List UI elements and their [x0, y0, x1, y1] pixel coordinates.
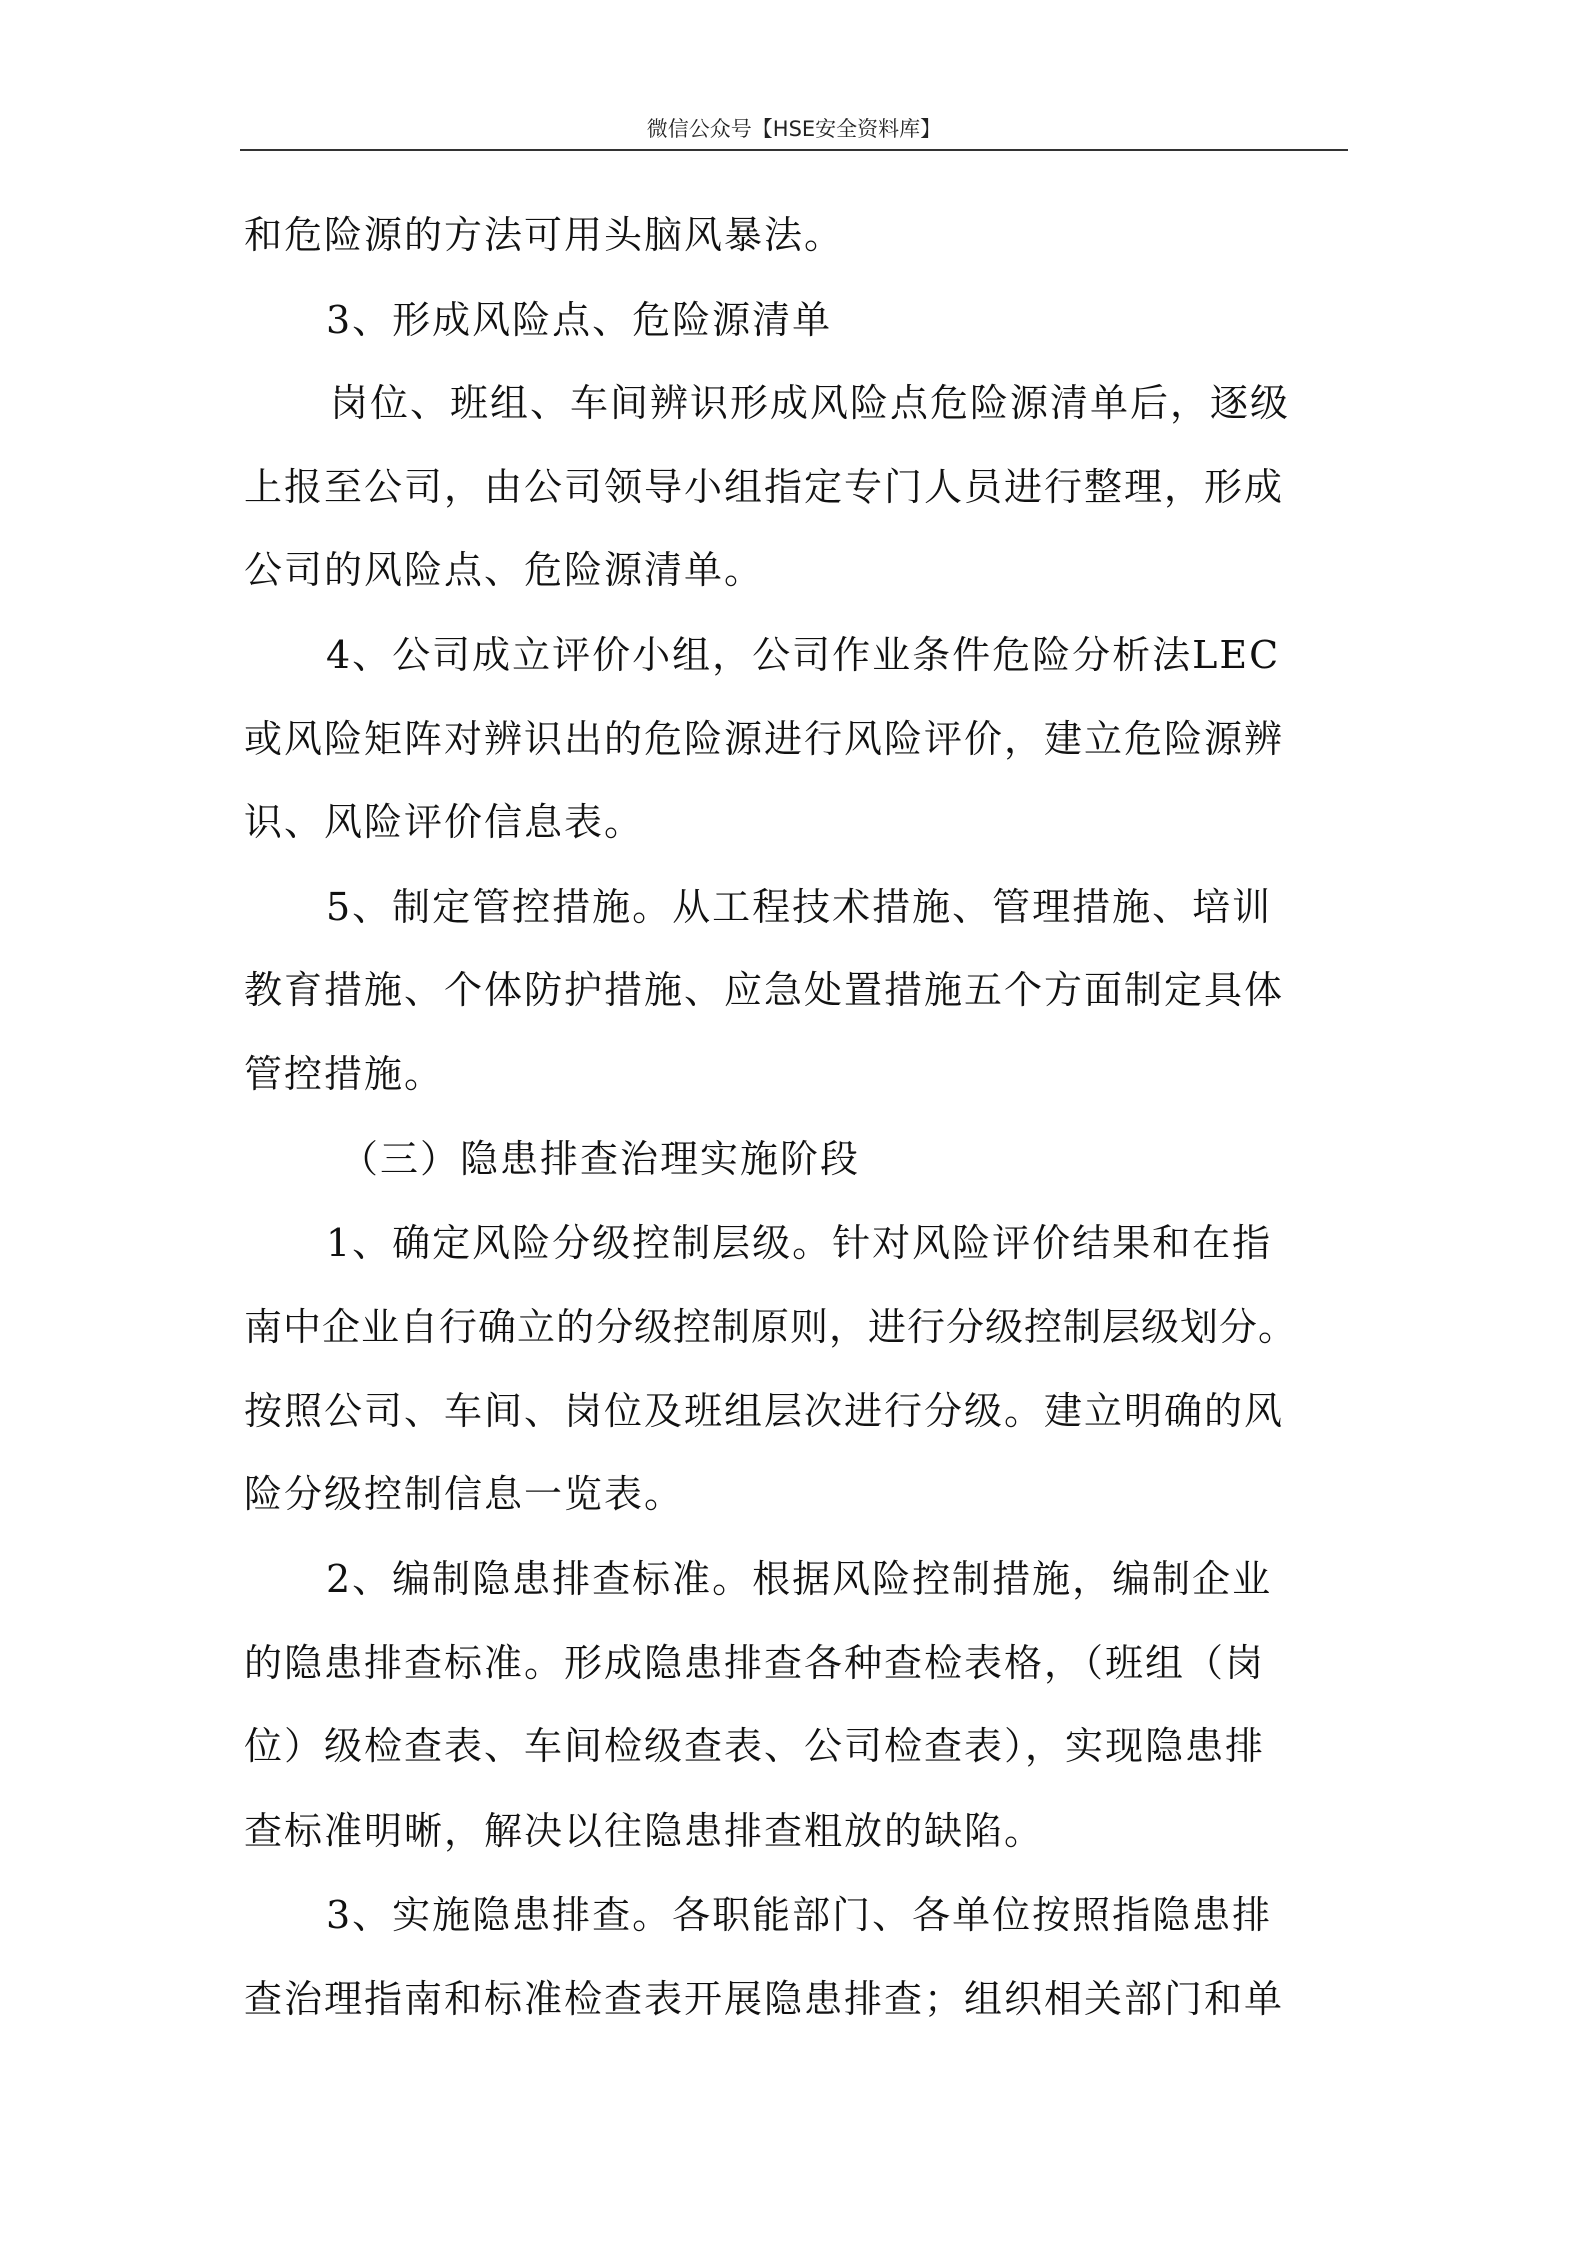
- section-heading: （三）隐患排查治理实施阶段: [340, 1137, 861, 1181]
- body-line: 5、制定管控措施。从工程技术措施、管理措施、培训: [326, 885, 1273, 929]
- body-line: 的隐患排查标准。形成隐患排查各种查检表格，（班组（岗: [244, 1641, 1266, 1685]
- body-line: 位）级检查表、车间检级查表、公司检查表），实现隐患排: [244, 1724, 1266, 1768]
- body-line: 1、确定风险分级控制层级。针对风险评价结果和在指: [326, 1221, 1273, 1265]
- body-line: 2、编制隐患排查标准。根据风险控制措施，编制企业: [326, 1557, 1273, 1601]
- body-line: 管控措施。: [244, 1052, 445, 1096]
- body-line: 险分级控制信息一览表。: [244, 1472, 685, 1516]
- body-line: 岗位、班组、车间辨识形成风险点危险源清单后，逐级: [330, 381, 1291, 425]
- body-line: 查标准明晰，解决以往隐患排查粗放的缺陷。: [244, 1809, 1045, 1853]
- body-line: 查治理指南和标准检查表开展隐患排查；组织相关部门和单: [244, 1977, 1285, 2021]
- body-line: 或风险矩阵对辨识出的危险源进行风险评价，建立危险源辨: [244, 717, 1285, 761]
- body-line: 南中企业自行确立的分级控制原则，进行分级控制层级划分。: [244, 1305, 1298, 1349]
- body-line: 3、实施隐患排查。各职能部门、各单位按照指隐患排: [326, 1893, 1273, 1937]
- page-header: 微信公众号【HSE安全资料库】: [646, 117, 942, 141]
- body-line: 教育措施、个体防护措施、应急处置措施五个方面制定具体: [244, 968, 1285, 1012]
- section-item-title: 3、形成风险点、危险源清单: [326, 298, 833, 342]
- body-line: 按照公司、车间、岗位及班组层次进行分级。建立明确的风: [244, 1389, 1285, 1433]
- body-line: 识、风险评价信息表。: [244, 800, 645, 844]
- body-line: 和危险源的方法可用头脑风暴法。: [244, 213, 845, 257]
- header-divider: [240, 149, 1348, 151]
- body-line: 公司的风险点、危险源清单。: [244, 548, 765, 592]
- body-line: 4、公司成立评价小组，公司作业条件危险分析法LEC: [326, 633, 1281, 677]
- body-line: 上报至公司，由公司领导小组指定专门人员进行整理，形成: [244, 465, 1285, 509]
